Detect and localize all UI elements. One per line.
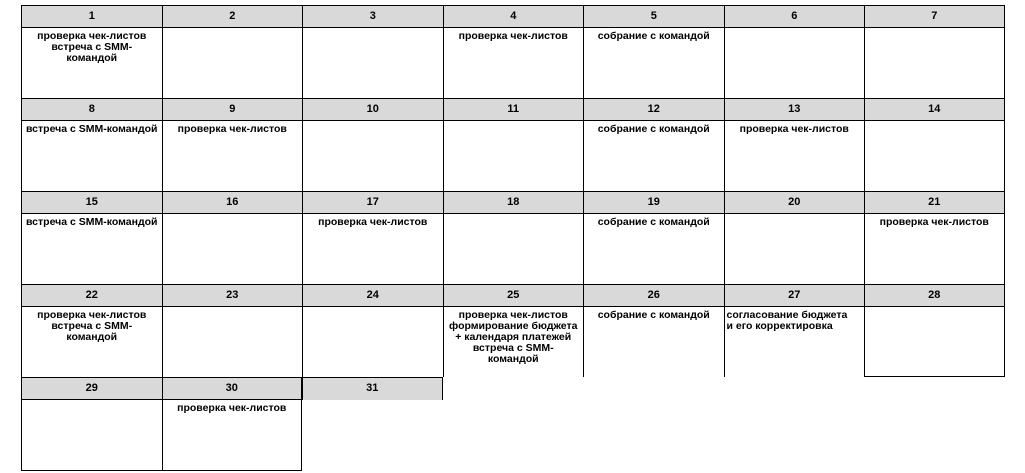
day-cell-31[interactable] xyxy=(302,377,443,400)
day-cell-25[interactable] xyxy=(443,284,584,377)
day-events xyxy=(163,214,303,284)
day-events: проверка чек-листов xyxy=(739,123,849,135)
day-events xyxy=(865,28,1004,98)
calendar-week xyxy=(21,284,1007,377)
calendar-week xyxy=(21,98,1007,191)
day-cell-21[interactable] xyxy=(864,191,1005,284)
day-cell-23[interactable] xyxy=(162,284,303,377)
day-events: проверка чек-листов xyxy=(458,30,568,42)
day-events: проверка чек-листов xyxy=(879,216,989,228)
day-events xyxy=(725,214,865,284)
day-number: 22 xyxy=(22,285,162,307)
day-events xyxy=(22,400,162,470)
day-number: 28 xyxy=(865,285,1004,307)
day-events: собрание с командой xyxy=(597,30,710,42)
day-number: 24 xyxy=(303,285,443,307)
day-number: 19 xyxy=(584,192,724,214)
day-number: 13 xyxy=(725,99,865,121)
day-events xyxy=(163,307,303,377)
day-events xyxy=(865,307,1004,376)
day-number: 7 xyxy=(865,6,1004,28)
day-number: 26 xyxy=(584,285,724,307)
day-number: 20 xyxy=(725,192,865,214)
day-cell-12[interactable] xyxy=(583,98,724,191)
day-number: 29 xyxy=(22,378,162,400)
day-cell-19[interactable] xyxy=(583,191,724,284)
calendar-week xyxy=(21,191,1007,284)
day-number: 2 xyxy=(163,6,303,28)
day-cell-7[interactable] xyxy=(864,5,1005,98)
day-cell-5[interactable] xyxy=(583,5,724,98)
day-number: 9 xyxy=(163,99,303,121)
day-cell-4[interactable] xyxy=(443,5,584,98)
day-number: 5 xyxy=(584,6,724,28)
day-events xyxy=(303,28,443,98)
day-events: проверка чек-листов встреча с SMM- командой xyxy=(37,309,147,343)
day-events xyxy=(303,121,443,191)
day-cell-3[interactable] xyxy=(302,5,443,98)
day-events: собрание с командой xyxy=(597,216,710,228)
day-events: проверка чек-листов xyxy=(177,123,287,135)
day-cell-17[interactable] xyxy=(302,191,443,284)
calendar-week xyxy=(21,5,1007,98)
day-cell-18[interactable] xyxy=(443,191,584,284)
day-events: проверка чек-листов формирование бюджета + календаря платежей встреча с SMM- командой xyxy=(449,309,578,365)
day-cell-27[interactable] xyxy=(724,284,865,377)
day-events: встреча с SMM-командой xyxy=(25,123,158,135)
day-number: 31 xyxy=(303,378,442,400)
day-cell-20[interactable] xyxy=(724,191,865,284)
day-cell-16[interactable] xyxy=(162,191,303,284)
day-cell-28[interactable] xyxy=(864,284,1005,377)
day-events xyxy=(865,121,1004,191)
day-cell-22[interactable] xyxy=(21,284,162,377)
day-cell-2[interactable] xyxy=(162,5,303,98)
day-number: 6 xyxy=(725,6,865,28)
day-events xyxy=(725,28,865,98)
day-cell-1[interactable] xyxy=(21,5,162,98)
day-number: 8 xyxy=(22,99,162,121)
day-number: 25 xyxy=(444,285,584,307)
day-number: 11 xyxy=(444,99,584,121)
day-events xyxy=(444,214,584,284)
day-events: проверка чек-листов xyxy=(318,216,428,228)
day-number: 27 xyxy=(725,285,865,307)
day-number: 16 xyxy=(163,192,303,214)
day-events: проверка чек-листов встреча с SMM- командой xyxy=(37,30,147,64)
day-events: собрание с командой xyxy=(597,309,710,321)
day-cell-14[interactable] xyxy=(864,98,1005,191)
day-events: собрание с командой xyxy=(597,123,710,135)
day-events xyxy=(163,28,303,98)
day-number: 10 xyxy=(303,99,443,121)
day-number: 12 xyxy=(584,99,724,121)
day-number: 4 xyxy=(444,6,584,28)
day-events xyxy=(303,307,443,377)
calendar-week xyxy=(21,377,1007,471)
day-cell-10[interactable] xyxy=(302,98,443,191)
monthly-calendar xyxy=(21,5,1007,471)
day-cell-8[interactable] xyxy=(21,98,162,191)
day-number: 21 xyxy=(865,192,1004,214)
day-events xyxy=(444,121,584,191)
day-cell-6[interactable] xyxy=(724,5,865,98)
day-number: 1 xyxy=(22,6,162,28)
day-cell-9[interactable] xyxy=(162,98,303,191)
day-number: 30 xyxy=(163,378,302,400)
day-cell-29[interactable] xyxy=(21,377,162,471)
day-cell-15[interactable] xyxy=(21,191,162,284)
day-number: 15 xyxy=(22,192,162,214)
day-number: 23 xyxy=(163,285,303,307)
day-number: 14 xyxy=(865,99,1004,121)
day-number: 3 xyxy=(303,6,443,28)
day-number: 17 xyxy=(303,192,443,214)
day-cell-24[interactable] xyxy=(302,284,443,377)
day-cell-11[interactable] xyxy=(443,98,584,191)
day-events: проверка чек-листов xyxy=(177,402,287,414)
day-events: согласование бюджета и его корректировка xyxy=(726,309,848,332)
day-cell-26[interactable] xyxy=(583,284,724,377)
day-number: 18 xyxy=(444,192,584,214)
day-cell-13[interactable] xyxy=(724,98,865,191)
day-cell-30[interactable] xyxy=(162,377,303,471)
day-events: встреча с SMM-командой xyxy=(25,216,158,228)
